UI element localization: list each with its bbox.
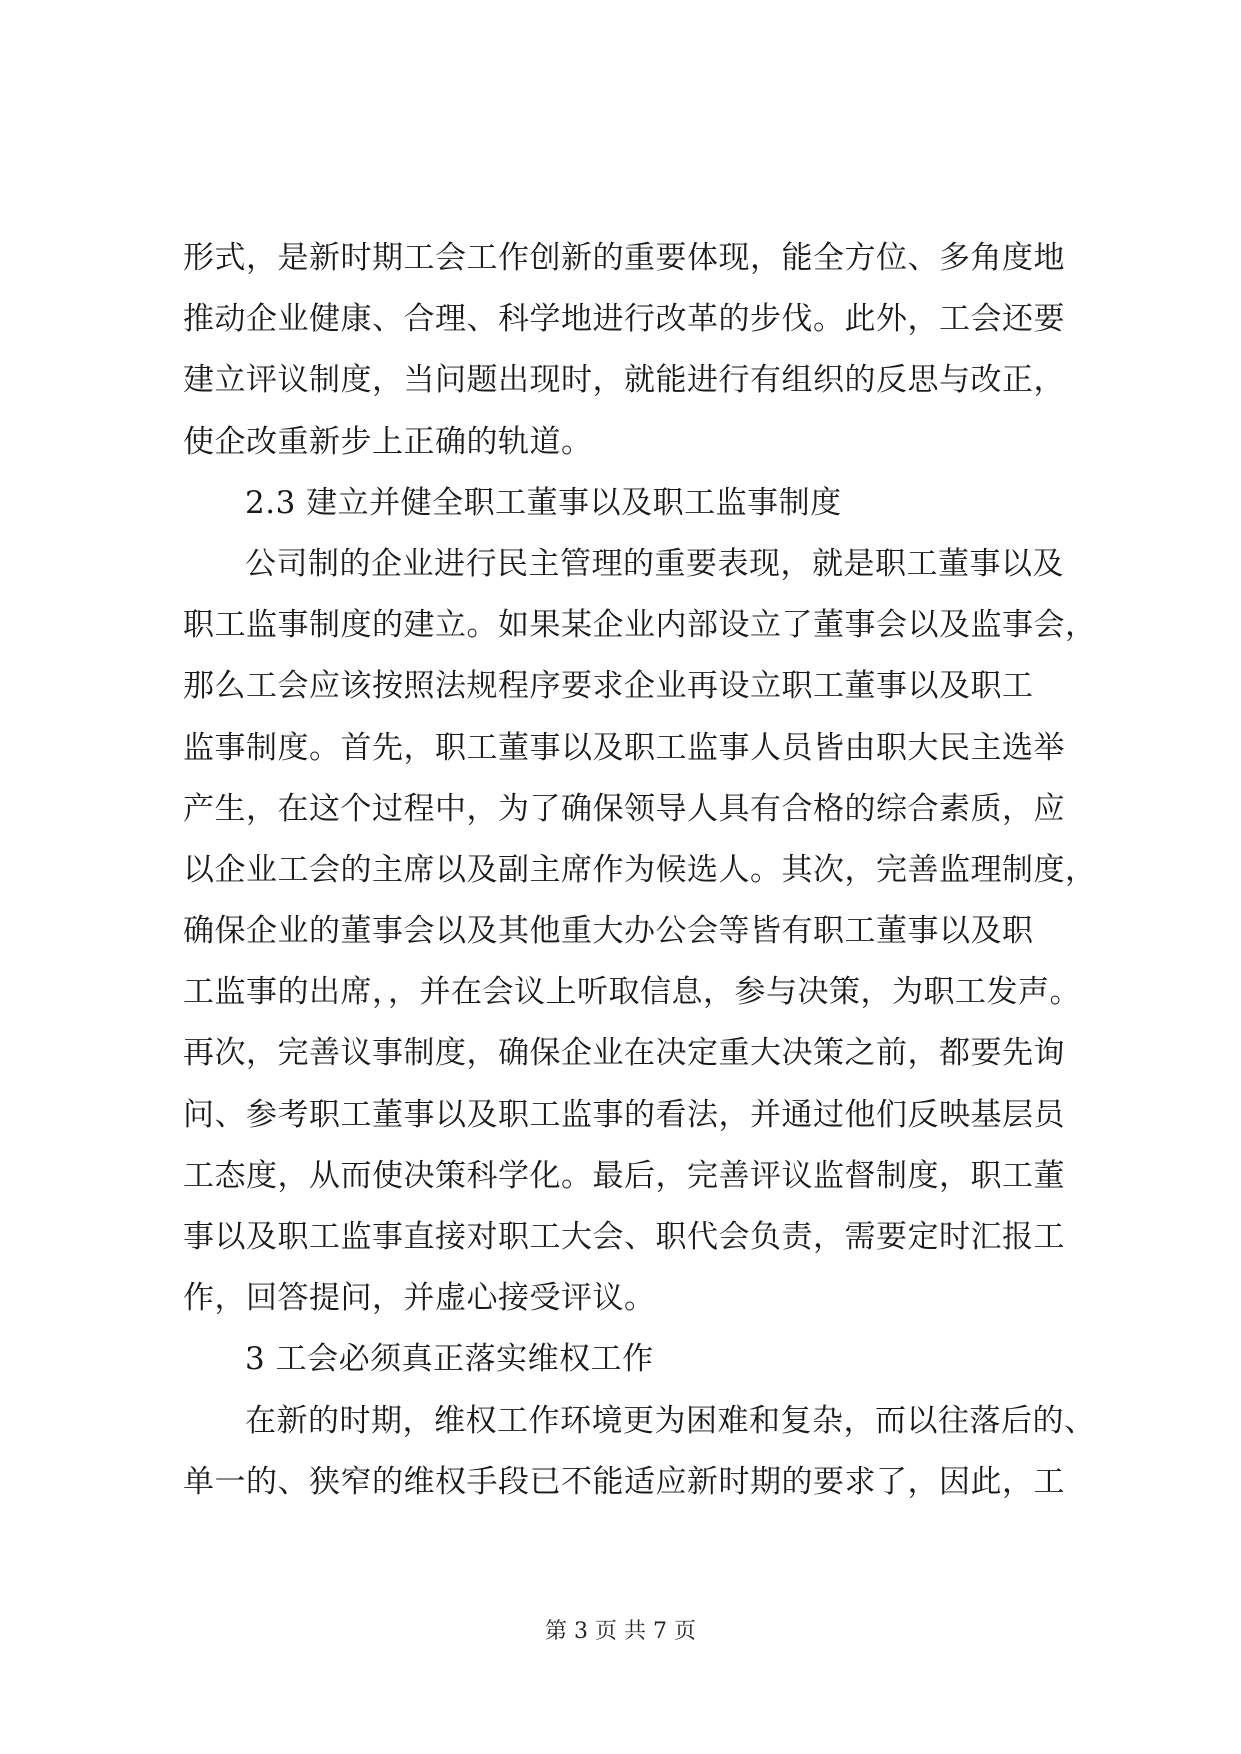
text-line: 职工监事制度的建立。如果某企业内部设立了董事会以及监事会， — [183, 607, 1097, 644]
text-line: 在新的时期，维权工作环境更为困难和复杂，而以往落后的、 — [245, 1402, 1096, 1439]
text-line: 单一的、狭窄的维权手段已不能适应新时期的要求了，因此，工 — [183, 1463, 1065, 1500]
text-line: 产生，在这个过程中，为了确保领导人具有合格的综合素质，应 — [183, 790, 1065, 827]
text-line: 工监事的出席，，并在会议上听取信息，参与决策，为职工发声。 — [183, 974, 1081, 1011]
text-line: 推动企业健康、合理、科学地进行改革的步伐。此外，工会还要 — [183, 301, 1065, 338]
text-line: 再次，完善议事制度，确保企业在决定重大决策之前，都要先询 — [183, 1035, 1065, 1072]
text-line: 监事制度。首先，职工董事以及职工监事人员皆由职大民主选举 — [183, 729, 1065, 766]
text-line: 3 工会必须真正落实维权工作 — [245, 1341, 654, 1378]
text-line: 问、参考职工董事以及职工监事的看法，并通过他们反映基层员 — [183, 1096, 1065, 1133]
page-footer: 第 3 页 共 7 页 — [545, 1619, 696, 1644]
text-line: 使企改重新步上正确的轨道。 — [183, 423, 593, 460]
text-line: 作，回答提问，并虚心接受评议。 — [183, 1280, 656, 1317]
text-line: 公司制的企业进行民主管理的重要表现，就是职工董事以及 — [245, 545, 1064, 582]
text-line: 那么工会应该按照法规程序要求企业再设立职工董事以及职工 — [183, 668, 1034, 705]
body-text — [183, 228, 1097, 1513]
text-line: 以企业工会的主席以及副主席作为候选人。其次，完善监理制度， — [183, 851, 1097, 888]
text-line: 建立评议制度，当问题出现时，就能进行有组织的反思与改正， — [183, 362, 1065, 399]
text-line: 事以及职工监事直接对职工大会、职代会负责，需要定时汇报工 — [183, 1219, 1065, 1255]
text-line: 确保企业的董事会以及其他重大办公会等皆有职工董事以及职 — [183, 913, 1034, 950]
text-line: 工态度，从而使决策科学化。最后，完善评议监督制度，职工董 — [183, 1157, 1065, 1194]
text-line: 形式，是新时期工会工作创新的重要体现，能全方位、多角度地 — [183, 240, 1065, 276]
text-line: 2.3 建立并健全职工董事以及职工监事制度 — [245, 484, 842, 521]
